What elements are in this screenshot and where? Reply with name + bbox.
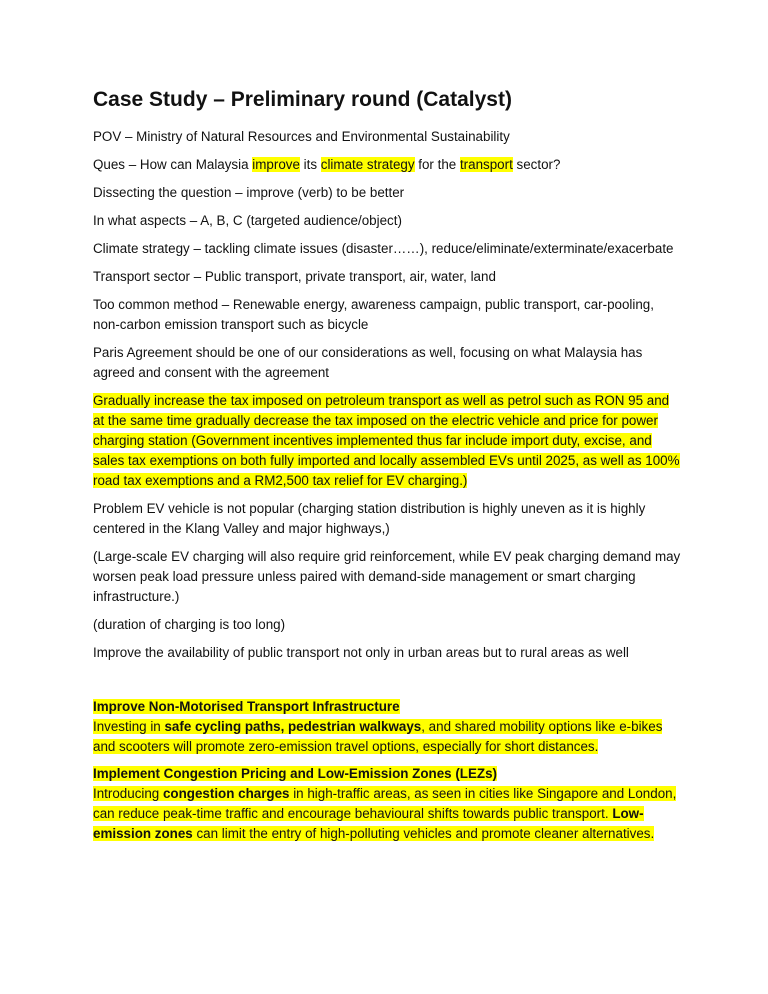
aspects-line: In what aspects – A, B, C (targeted audience/object) bbox=[93, 213, 402, 228]
congestion-heading: Implement Congestion Pricing and Low-Emission Zones (LEZs) bbox=[93, 766, 497, 781]
climate-strategy-line: Climate strategy – tackling climate issues (disaster……), reduce/eliminate/exterminate/exacerbate bbox=[93, 241, 674, 256]
dissect-line: Dissecting the question – improve (verb) to be better bbox=[93, 185, 405, 200]
ev-problem-line: Problem EV vehicle is not popular (charging station distribution is highly uneven as it is highly centered in the Klang Valley and major highways,) bbox=[93, 501, 646, 536]
highlight-improve: improve bbox=[252, 157, 300, 172]
spacer bbox=[93, 671, 683, 697]
availability-line: Improve the availability of public transport not only in urban areas but to rural areas as well bbox=[93, 645, 629, 660]
grid-reinforcement-line: (Large-scale EV charging will also require grid reinforcement, while EV peak charging demand may worsen peak load pressure unless paired with demand-side management or smart charging infrastructure.) bbox=[93, 549, 681, 604]
nmt-body: Investing in safe cycling paths, pedestrian walkways, and shared mobility options like e-bikes and scooters will promote zero-emission travel options, especially for short distances. bbox=[93, 719, 663, 754]
pov-line: POV – Ministry of Natural Resources and Environmental Sustainability bbox=[93, 129, 510, 144]
congestion-body: Introducing congestion charges in high-traffic areas, as seen in cities like Singapore and London, can reduce peak-time traffic and encourage behavioural shifts towards public transport. Low-emission zones can limit the entry of high-polluting vehicles and promote cleaner alternatives. bbox=[93, 786, 677, 841]
paris-agreement-line: Paris Agreement should be one of our considerations as well, focusing on what Malaysia has agreed and consent with the agreement bbox=[93, 345, 643, 380]
document-body bbox=[93, 86, 683, 851]
highlight-climate-strategy: climate strategy bbox=[320, 157, 415, 172]
charging-duration-line: (duration of charging is too long) bbox=[93, 617, 286, 632]
highlight-transport: transport bbox=[459, 157, 513, 172]
page-title: Case Study – Preliminary round (Catalyst) bbox=[93, 88, 512, 111]
question-line: Ques – How can Malaysia improve its climate strategy for the transport sector? bbox=[93, 157, 561, 172]
nmt-heading: Improve Non-Motorised Transport Infrastructure bbox=[93, 699, 400, 714]
congestion-section bbox=[93, 764, 683, 844]
common-method-line: Too common method – Renewable energy, awareness campaign, public transport, car-pooling, non-carbon emission transport such as bicycle bbox=[93, 297, 654, 332]
transport-sector-line: Transport sector – Public transport, private transport, air, water, land bbox=[93, 269, 496, 284]
tax-proposal-paragraph: Gradually increase the tax imposed on petroleum transport as well as petrol such as RON 95 and at the same time gradually decrease the tax imposed on the electric vehicle and price for power charging station (Government incentives implemented thus far include import duty, excise, and sales tax exemptions on both fully imported and locally assembled EVs until 2025, as well as 100% road tax exemptions and a RM2,500 tax relief for EV charging.) bbox=[93, 393, 680, 488]
nmt-section bbox=[93, 697, 683, 757]
